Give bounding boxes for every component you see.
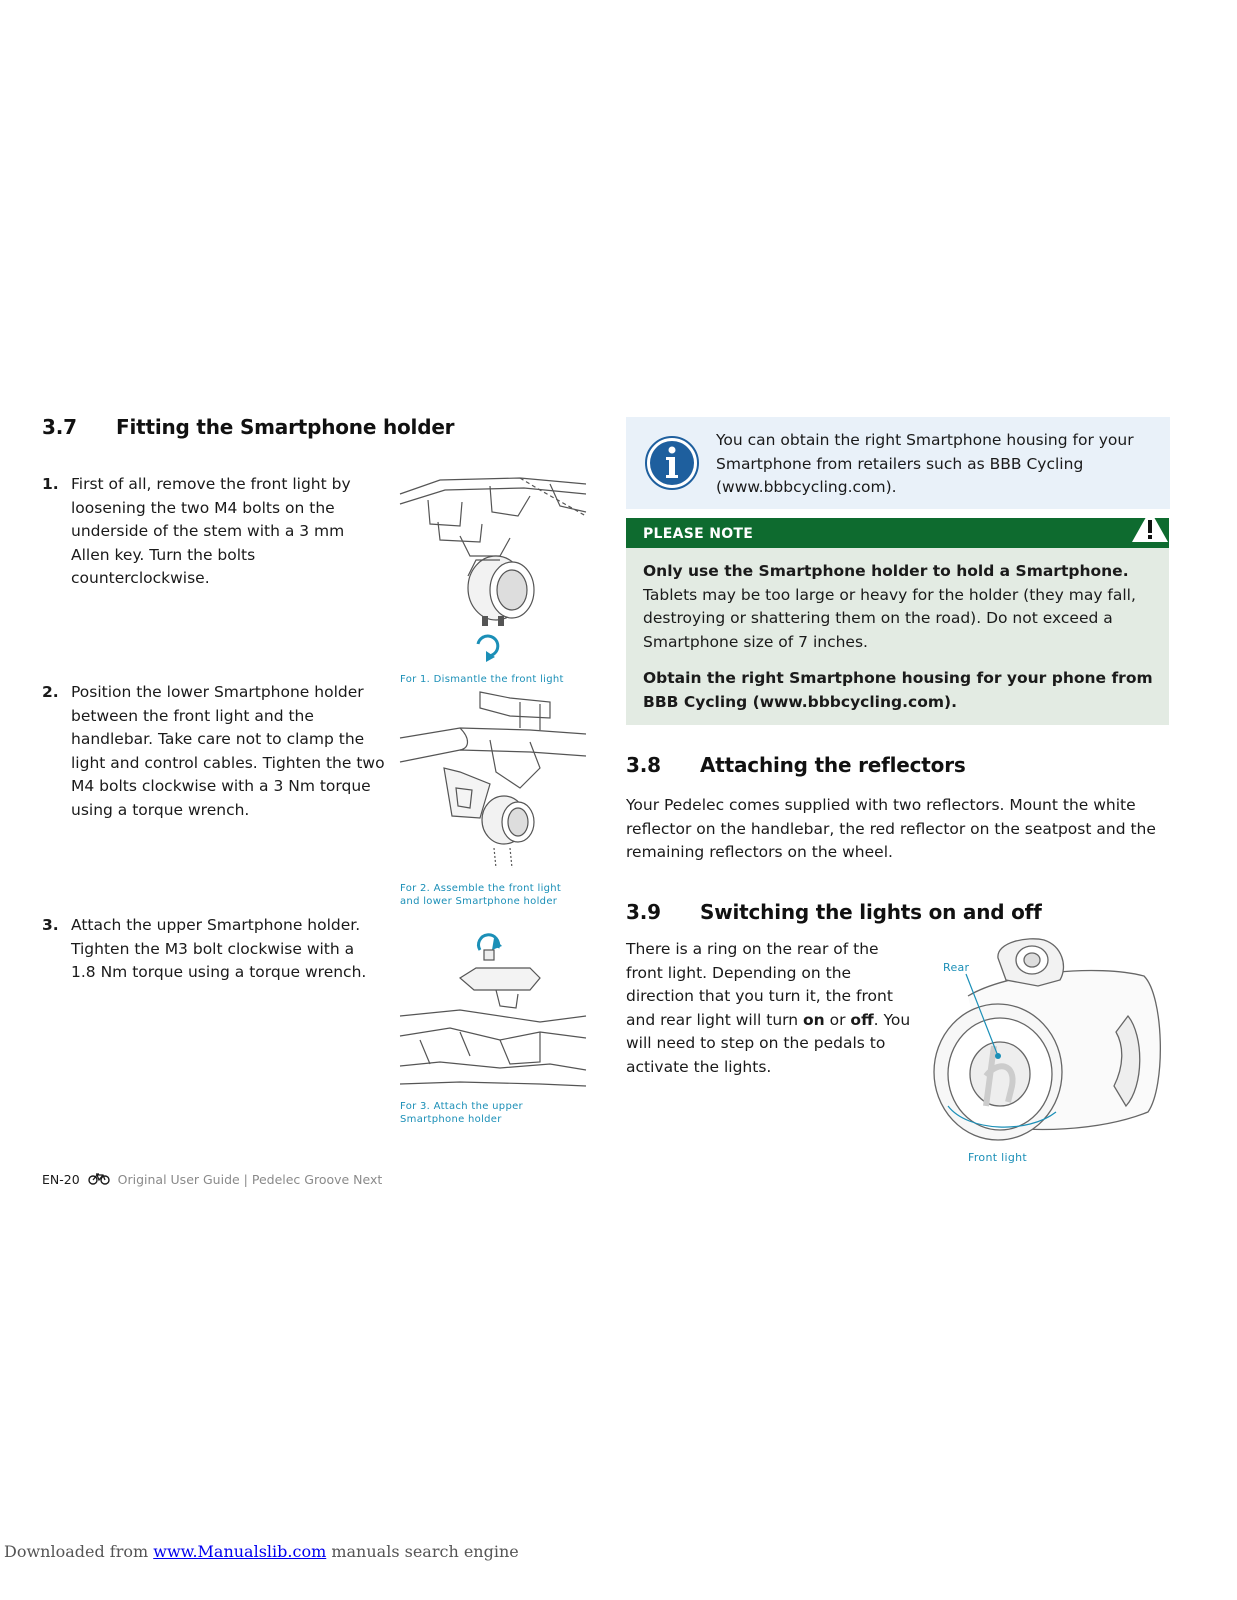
- illustration-assemble-front-light: [400, 688, 586, 876]
- section-title: Attaching the reflectors: [700, 753, 966, 777]
- section-3-8-heading: [626, 753, 966, 777]
- caption-1: For 1. Dismantle the front light: [400, 674, 564, 685]
- note-body: [626, 548, 1169, 725]
- section-3-7-heading: [42, 415, 454, 439]
- reflectors-text: Your Pedelec comes supplied with two reflectors. Mount the white reflector on the handlebar, the red reflector on the seatpost and the remaining reflectors on the wheel.: [626, 796, 1156, 861]
- label-front-light: Front light: [968, 1151, 1027, 1164]
- step-text: Position the lower Smartphone holder between the front light and the handlebar. Take care not to clamp the light and control cables. Tighten the two M4 bolts clockwise with a 3 Nm torque using a torque wrench.: [71, 683, 385, 819]
- section-3-9-heading: [626, 900, 1042, 924]
- label-rear: Rear: [943, 961, 970, 974]
- lights-text-part: . You will need to step on the pedals to activate the lights.: [626, 1010, 911, 1076]
- lights-text-part: There is a ring on the rear of the front light. Depending on the direction that you turn it, the front and rear light will turn: [626, 940, 893, 1029]
- section-title: Switching the lights on and off: [700, 900, 1042, 924]
- illustration-dismantle-front-light: [400, 476, 586, 666]
- caption-2: For 2. Assemble the front light and lower Smartphone holder: [400, 883, 562, 907]
- note-header: [626, 518, 1169, 548]
- step-2: [42, 681, 392, 822]
- lights-off-word: off: [850, 1010, 874, 1029]
- info-box: [626, 417, 1170, 509]
- page-number: EN-20: [42, 1172, 80, 1187]
- step-number: 1.: [42, 475, 59, 493]
- section-title: Fitting the Smartphone holder: [116, 415, 455, 439]
- illustration-attach-upper-holder: [400, 936, 586, 1088]
- lights-text: [626, 938, 916, 1079]
- step-3: [42, 914, 382, 985]
- section-number: 3.9: [626, 900, 661, 924]
- step-1: [42, 473, 382, 591]
- footer-text: Original User Guide | Pedelec Groove Next: [117, 1172, 383, 1187]
- info-text: You can obtain the right Smartphone housing for your Smartphone from retailers such as BBB Cycling (www.bbbcycling.com).: [716, 431, 1134, 496]
- download-suffix: manuals search engine: [326, 1542, 519, 1561]
- download-watermark: [4, 1542, 519, 1561]
- step-text: Attach the upper Smartphone holder. Tighten the M3 bolt clockwise with a 1.8 Nm torque using a torque wrench.: [71, 916, 367, 981]
- note-bold: Only use the Smartphone holder to hold a Smartphone.: [643, 562, 1129, 580]
- page-footer: [42, 1172, 382, 1187]
- lights-on-word: on: [803, 1010, 825, 1029]
- manualslib-link[interactable]: www.Manualslib.com: [153, 1542, 327, 1561]
- section-number: 3.7: [42, 415, 77, 439]
- note-header-label: PLEASE NOTE: [643, 526, 754, 542]
- step-text: First of all, remove the front light by loosening the two M4 bolts on the underside of the stem with a 3 mm Allen key. Turn the bolts counterclockwise.: [71, 475, 351, 587]
- caption-3: For 3. Attach the upper Smartphone holder: [400, 1101, 523, 1125]
- note-paragraph-2: Obtain the right Smartphone housing for your phone from BBB Cycling (www.bbbcycling.com).: [643, 669, 1153, 711]
- bicycle-icon: [88, 1173, 110, 1185]
- warning-icon: [1130, 508, 1170, 544]
- section-number: 3.8: [626, 753, 661, 777]
- step-number: 2.: [42, 683, 59, 701]
- lights-text-part: or: [824, 1010, 851, 1029]
- info-icon: [644, 435, 700, 491]
- download-prefix: Downloaded from: [4, 1542, 154, 1561]
- step-number: 3.: [42, 916, 59, 934]
- note-paragraph-1: [643, 560, 1153, 654]
- note-text: Tablets may be too large or heavy for the holder (they may fall, destroying or shattering them on the road). Do not exceed a Smartphone size of 7 inches.: [643, 585, 1136, 651]
